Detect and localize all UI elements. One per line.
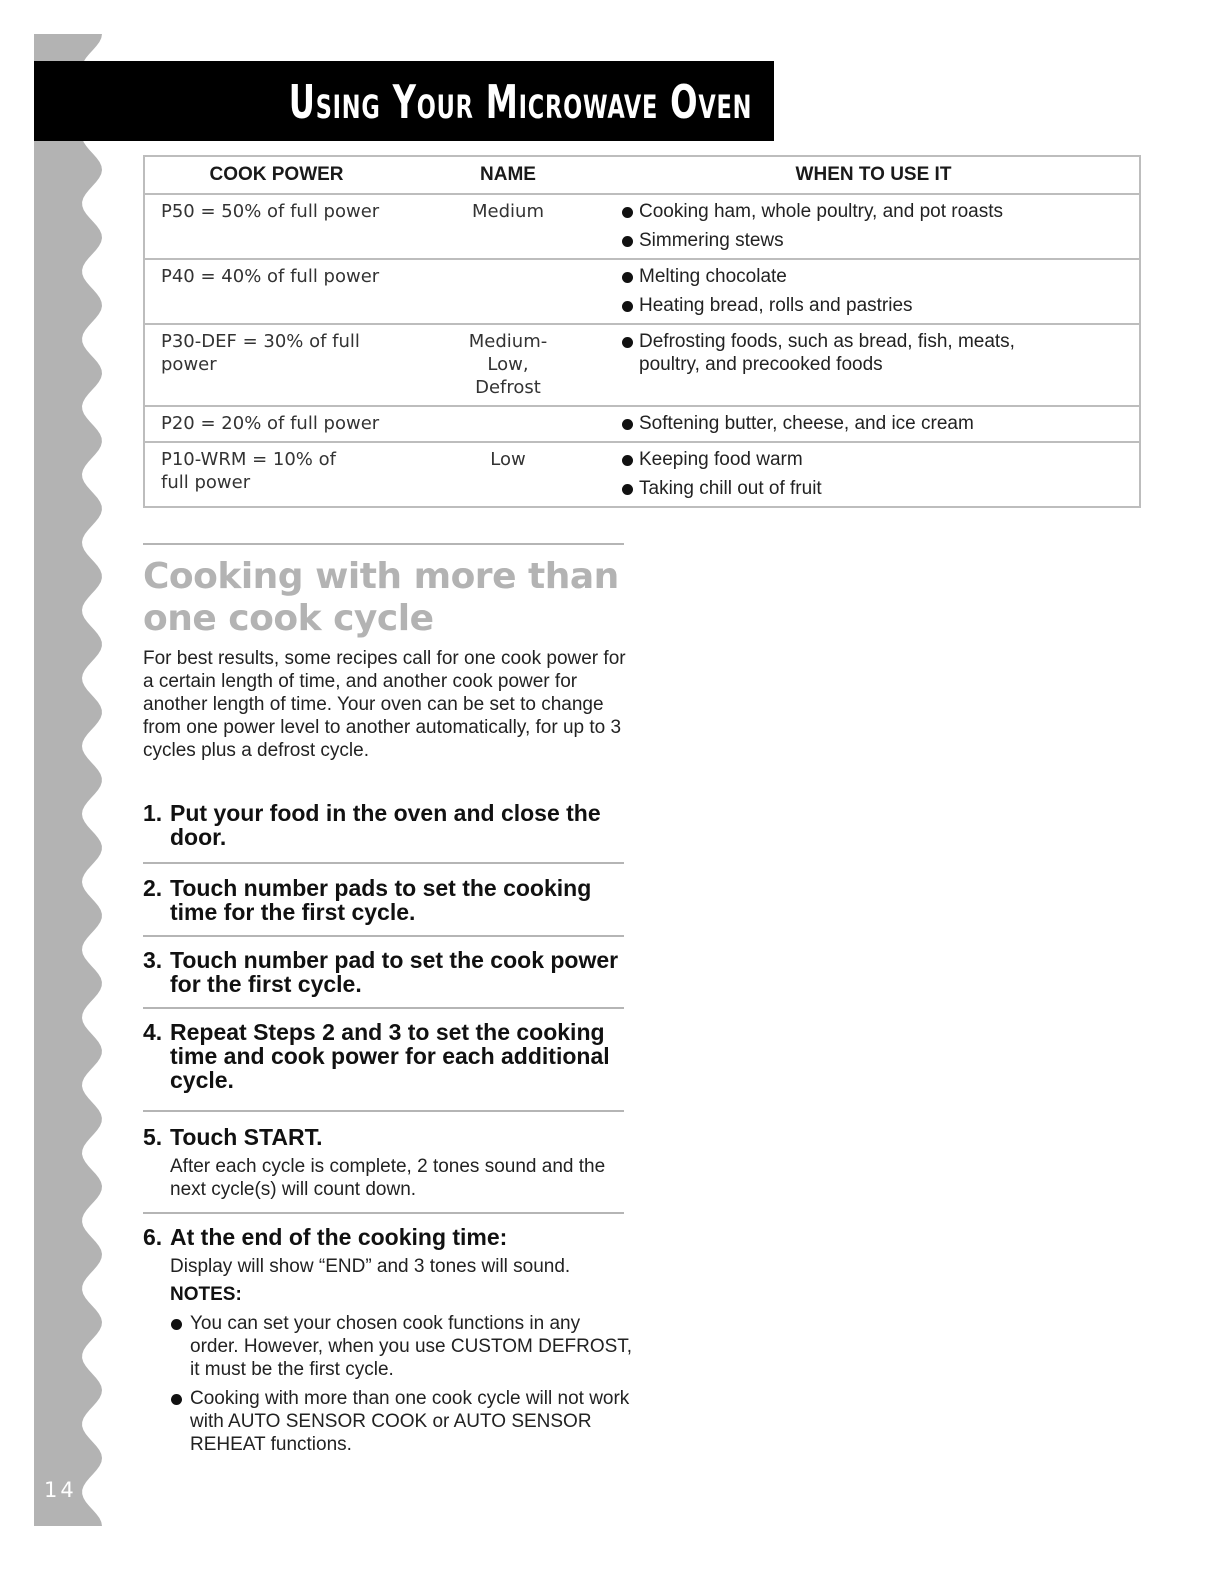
step-heading: [143, 1225, 633, 1249]
step-number: 6.: [143, 1224, 163, 1250]
when-to-use-cell: [608, 324, 1140, 406]
use-item: [620, 448, 1139, 471]
step-divider: [143, 862, 624, 864]
step-6: [143, 1225, 633, 1462]
step-2: [143, 876, 633, 924]
notes-label: NOTES:: [170, 1284, 242, 1305]
step-divider: [143, 1110, 624, 1112]
step-divider: [143, 1212, 624, 1214]
column-header-when-to-use: WHEN TO USE IT: [608, 156, 1140, 194]
bullet-icon: [622, 236, 633, 247]
step-heading: [143, 1125, 633, 1149]
page-number: 14: [44, 1478, 77, 1502]
cook-power-table: [143, 155, 1141, 508]
header-bar: [34, 61, 774, 141]
when-to-use-cell: [608, 442, 1140, 507]
use-item-text: Defrosting foods, such as bread, fish, meats, poultry, and precooked foods: [639, 331, 1015, 375]
table-row: [144, 259, 1140, 324]
use-item: [620, 294, 1139, 317]
step-3: [143, 948, 633, 996]
bullet-icon: [622, 455, 633, 466]
step-number: 1.: [143, 800, 163, 826]
bullet-icon: [622, 207, 633, 218]
table-header-row: [144, 156, 1140, 194]
step-text: Put your food in the oven and close the door.: [170, 800, 601, 850]
table-row: [144, 406, 1140, 442]
note-item: [143, 1312, 633, 1381]
when-to-use-cell: [608, 259, 1140, 324]
step-heading: [143, 948, 633, 996]
step-text: Repeat Steps 2 and 3 to set the cooking time and cook power for each additional cycle.: [170, 1019, 610, 1093]
use-item-text: Cooking ham, whole poultry, and pot roasts: [639, 201, 1004, 222]
column-header-name: NAME: [408, 156, 608, 194]
section-divider: [143, 543, 624, 545]
cook-power-cell: P30-DEF = 30% of full power: [144, 324, 408, 406]
power-name-cell: Medium-Low, Defrost: [408, 324, 608, 406]
step-text: Touch number pad to set the cook power for the first cycle.: [170, 947, 619, 997]
step-divider: [143, 935, 624, 937]
bullet-icon: [622, 301, 633, 312]
note-text: You can set your chosen cook functions in any order. However, when you use CUSTOM DEFROST, it must be the first cycle.: [190, 1313, 633, 1380]
use-item: [620, 200, 1139, 223]
column-header-cook-power: COOK POWER: [144, 156, 408, 194]
use-item: [620, 265, 1139, 288]
step-divider: [143, 1007, 624, 1009]
power-name-cell: [408, 259, 608, 324]
step-5: [143, 1125, 633, 1201]
step-body: After each cycle is complete, 2 tones sound and the next cycle(s) will count down.: [170, 1156, 606, 1200]
use-item: [620, 412, 1139, 435]
power-name-cell: [408, 406, 608, 442]
bullet-icon: [171, 1319, 182, 1330]
use-item: [620, 477, 1139, 500]
use-item-text: Keeping food warm: [639, 449, 803, 470]
use-item-text: Heating bread, rolls and pastries: [639, 295, 913, 316]
cook-power-cell: P50 = 50% of full power: [144, 194, 408, 259]
power-name-cell: Medium: [408, 194, 608, 259]
power-name-cell: Low: [408, 442, 608, 507]
bullet-icon: [622, 272, 633, 283]
step-number: 3.: [143, 947, 163, 973]
section-title: Cooking with more than one cook cycle: [143, 556, 619, 639]
use-item-text: Simmering stews: [639, 230, 784, 251]
note-item: [143, 1387, 633, 1456]
table-row: [144, 194, 1140, 259]
bullet-icon: [622, 337, 633, 348]
bullet-icon: [171, 1394, 182, 1405]
step-text: At the end of the cooking time:: [170, 1224, 508, 1250]
step-number: 5.: [143, 1124, 163, 1150]
use-item-text: Taking chill out of fruit: [639, 478, 822, 499]
side-band-decoration: [34, 34, 104, 1526]
step-text: Touch number pads to set the cooking time for the first cycle.: [170, 875, 592, 925]
cook-power-cell: P40 = 40% of full power: [144, 259, 408, 324]
bullet-icon: [622, 484, 633, 495]
step-number: 4.: [143, 1019, 163, 1045]
table-row: [144, 324, 1140, 406]
use-item: [620, 330, 1139, 376]
cook-power-cell: P10-WRM = 10% of full power: [144, 442, 408, 507]
table-row: [144, 442, 1140, 507]
when-to-use-cell: [608, 406, 1140, 442]
cook-power-cell: P20 = 20% of full power: [144, 406, 408, 442]
step-body: Display will show “END” and 3 tones will sound.: [170, 1256, 571, 1277]
use-item-text: Softening butter, cheese, and ice cream: [639, 413, 974, 434]
intro-paragraph: For best results, some recipes call for one cook power for a certain length of time, and another cook power for another length of time. Your oven can be set to change from one power level to another automatically, for up to 3 cycles plus a defrost cycle.: [143, 648, 626, 761]
use-item-text: Melting chocolate: [639, 266, 787, 287]
note-text: Cooking with more than one cook cycle will not work with AUTO SENSOR COOK or AUTO SENSOR REHEAT functions.: [190, 1388, 630, 1455]
step-number: 2.: [143, 875, 163, 901]
page-header-title: Using Your Microwave Oven: [288, 75, 752, 129]
step-text: Touch START.: [170, 1124, 323, 1150]
step-4: [143, 1020, 633, 1092]
step-heading: [143, 1020, 633, 1092]
use-item: [620, 229, 1139, 252]
step-heading: [143, 876, 633, 924]
step-heading: [143, 801, 633, 849]
bullet-icon: [622, 419, 633, 430]
step-1: [143, 801, 633, 849]
when-to-use-cell: [608, 194, 1140, 259]
